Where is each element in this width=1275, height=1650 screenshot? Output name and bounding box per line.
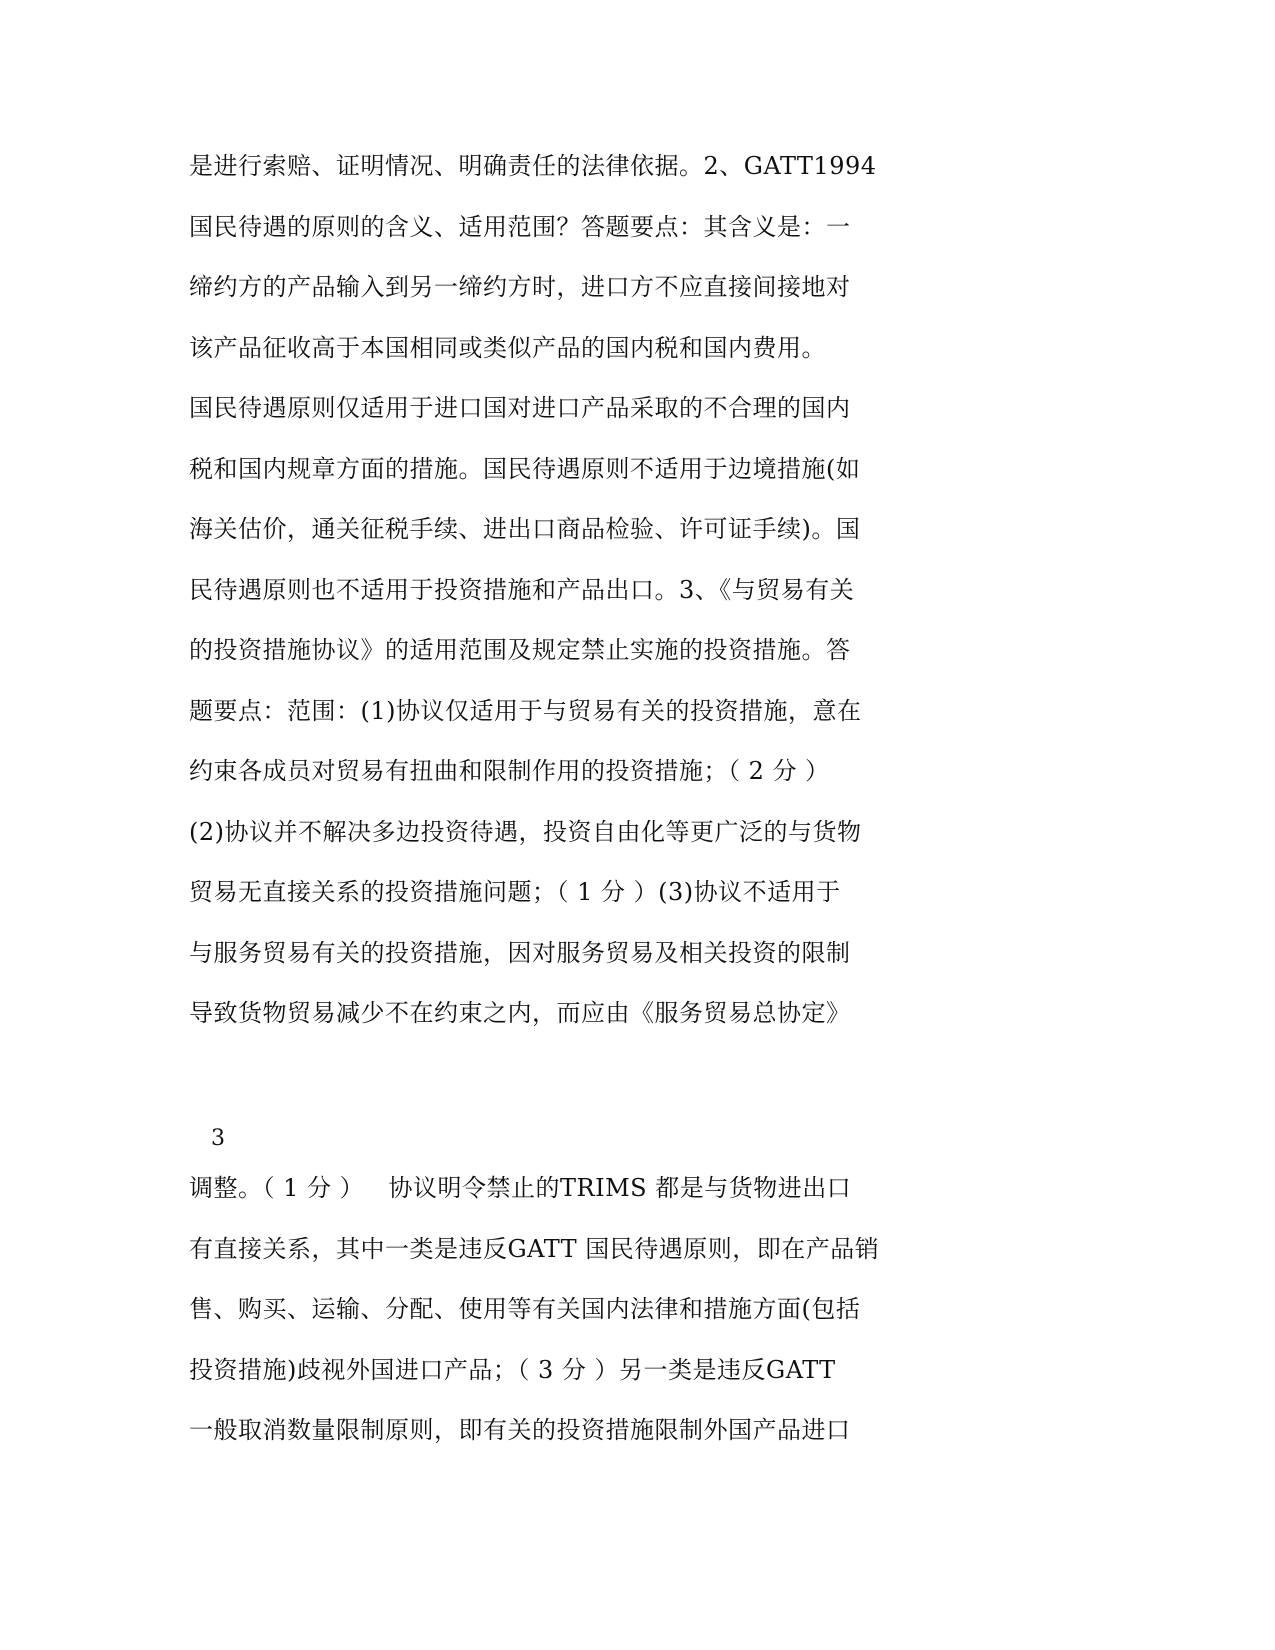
text-line: 国民待遇原则仅适用于进口国对进口产品采取的不合理的国内 bbox=[189, 394, 851, 422]
page-number: 3 bbox=[211, 1126, 225, 1151]
text-line: 投资措施)歧视外国进口产品；（ 3 分 ）另一类是违反GATT bbox=[189, 1356, 836, 1384]
text-line: 导致货物贸易减少不在约束之内，而应由《服务贸易总协定》 bbox=[189, 999, 851, 1027]
text-line: 约束各成员对贸易有扭曲和限制作用的投资措施；（ 2 分 ） bbox=[189, 757, 830, 785]
text-line: 民待遇原则也不适用于投资措施和产品出口。3、《与贸易有关 bbox=[189, 576, 855, 604]
text-line: 缔约方的产品输入到另一缔约方时，进口方不应直接间接地对 bbox=[189, 273, 851, 301]
text-line: 国民待遇的原则的含义、适用范围？答题要点：其含义是：一 bbox=[189, 213, 851, 241]
text-line: 是进行索赔、证明情况、明确责任的法律依据。2、GATT1994 bbox=[189, 152, 877, 180]
text-line: 税和国内规章方面的措施。国民待遇原则不适用于边境措施(如 bbox=[189, 455, 861, 483]
text-line: 该产品征收高于本国相同或类似产品的国内税和国内费用。 bbox=[189, 334, 826, 362]
text-line: 有直接关系，其中一类是违反GATT 国民待遇原则，即在产品销 bbox=[189, 1235, 880, 1263]
text-line: 售、购买、运输、分配、使用等有关国内法律和措施方面(包括 bbox=[189, 1295, 861, 1323]
text-line: 与服务贸易有关的投资措施，因对服务贸易及相关投资的限制 bbox=[189, 939, 851, 967]
text-line: 调整。（ 1 分 ） 协议明令禁止的TRIMS 都是与货物进出口 bbox=[189, 1174, 852, 1202]
text-line: 的投资措施协议》的适用范围及规定禁止实施的投资措施。答 bbox=[189, 636, 851, 664]
text-line: 题要点：范围：(1)协议仅适用于与贸易有关的投资措施，意在 bbox=[189, 697, 862, 725]
text-line: (2)协议并不解决多边投资待遇，投资自由化等更广泛的与货物 bbox=[189, 818, 862, 846]
text-line: 贸易无直接关系的投资措施问题；（ 1 分 ）(3)协议不适用于 bbox=[189, 878, 841, 906]
text-line: 一般取消数量限制原则，即有关的投资措施限制外国产品进口 bbox=[189, 1416, 851, 1444]
text-line: 海关估价，通关征税手续、进出口商品检验、许可证手续)。国 bbox=[189, 515, 861, 543]
